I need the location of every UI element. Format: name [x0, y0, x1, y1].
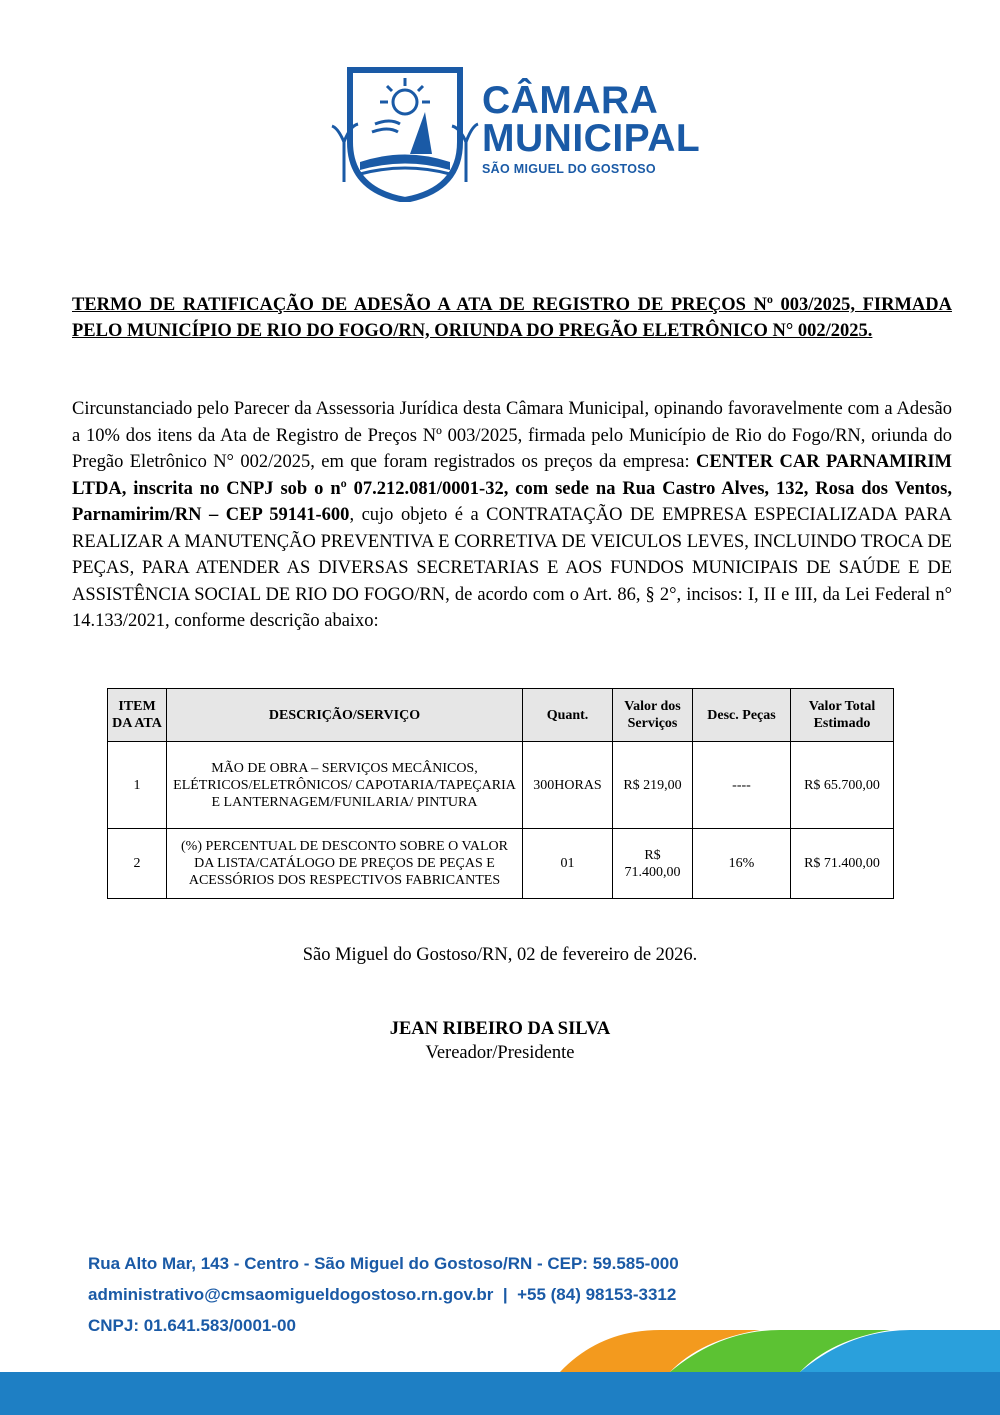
cell-valor-total: R$ 71.400,00: [791, 829, 894, 899]
footer-contact: administrativo@cmsaomigueldogostoso.rn.gov.br | +55 (84) 98153-3312: [88, 1285, 677, 1304]
cell-valor-servicos: R$ 71.400,00: [613, 829, 693, 899]
table-row: [108, 742, 894, 829]
cell-valor-servicos: R$ 219,00: [613, 742, 693, 829]
header-desc-pecas: Desc. Peças: [693, 689, 791, 742]
body-paragraph: [72, 396, 952, 635]
body-text-1: Circunstanciado pelo Parecer da Assessoria Jurídica desta Câmara Municipal, opinando favoravelmente com a Adesão a 10% dos itens da Ata de Registro de Preços Nº 003/2025, firmada pelo Município de Rio do Fogo/RN, oriunda do Pregão Eletrônico N° 002/2025, em que foram registrados os preços da empresa:: [72, 399, 952, 472]
company-details: CENTER CAR PARNAMIRIM LTDA, inscrita no CNPJ sob o nº 07.212.081/0001-32, com sede na Rua Castro Alves, 132, Rosa dos Ventos, Parnamirim/RN – CEP 59141-600: [72, 452, 952, 525]
coat-of-arms-icon: [330, 62, 480, 202]
cell-descricao: (%) PERCENTUAL DE DESCONTO SOBRE O VALOR DA LISTA/CATÁLOGO DE PREÇOS DE PEÇAS E ACESSÓRIOS DOS RESPECTIVOS FABRICANTES: [167, 829, 523, 899]
footer-wave-decoration: [0, 1320, 1000, 1415]
camara-logo: [330, 62, 701, 202]
table-row: [108, 829, 894, 899]
signature-block: [0, 1017, 1000, 1065]
signer-name: JEAN RIBEIRO DA SILVA: [389, 1019, 611, 1039]
brand-line-1: CÂMARA: [482, 79, 659, 122]
cell-item: 2: [108, 829, 167, 899]
cell-desc-pecas: 16%: [693, 829, 791, 899]
items-table: [107, 688, 894, 899]
header-valor-total: Valor Total Estimado: [791, 689, 894, 742]
wave-blue-band: [0, 1372, 1000, 1415]
cell-quant: 300HORAS: [523, 742, 613, 829]
brand-line-3: SÃO MIGUEL DO GOSTOSO: [482, 162, 656, 176]
cell-desc-pecas: ----: [693, 742, 791, 829]
cell-valor-total: R$ 65.700,00: [791, 742, 894, 829]
footer-cnpj: CNPJ: 01.641.583/0001-00: [88, 1316, 296, 1335]
header-valor-servicos: Valor dos Serviços: [613, 689, 693, 742]
document-title: TERMO DE RATIFICAÇÃO DE ADESÃO A ATA DE REGISTRO DE PREÇOS Nº 003/2025, FIRMADA PELO MUNICÍPIO DE RIO DO FOGO/RN, ORIUNDA DO PREGÃO ELETRÔNICO N° 002/2025.: [72, 295, 952, 341]
cell-descricao: MÃO DE OBRA – SERVIÇOS MECÂNICOS, ELÉTRICOS/ELETRÔNICOS/ CAPOTARIA/TAPEÇARIA E LANTERNAGEM/FUNILARIA/ PINTURA: [167, 742, 523, 829]
brand-line-2: MUNICIPAL: [482, 117, 701, 160]
place-date: São Miguel do Gostoso/RN, 02 de fevereiro de 2026.: [302, 945, 698, 965]
table-header-row: [108, 689, 894, 742]
header-descricao: DESCRIÇÃO/SERVIÇO: [167, 689, 523, 742]
signer-role: Vereador/Presidente: [425, 1043, 575, 1063]
header-quant: Quant.: [523, 689, 613, 742]
cell-quant: 01: [523, 829, 613, 899]
footer-address: Rua Alto Mar, 143 - Centro - São Miguel do Gostoso/RN - CEP: 59.585-000: [88, 1254, 679, 1273]
body-text-2: , cujo objeto é a CONTRATAÇÃO DE EMPRESA ESPECIALIZADA PARA REALIZAR A MANUTENÇÃO PREVENTIVA E CORRETIVA DE VEICULOS LEVES, INCLUINDO TROCA DE PEÇAS, PARA ATENDER AS DIVERSAS SECRETARIAS E AOS FUNDOS MUNICIPAIS DE SAÚDE E DE ASSISTÊNCIA SOCIAL DE RIO DO FOGO/RN, de acordo com o Art. 86, § 2°, incisos: I, II e III, da Lei Federal n° 14.133/2021, conforme descrição abaixo:: [72, 505, 952, 631]
header-item: ITEM DA ATA: [108, 689, 167, 742]
cell-item: 1: [108, 742, 167, 829]
